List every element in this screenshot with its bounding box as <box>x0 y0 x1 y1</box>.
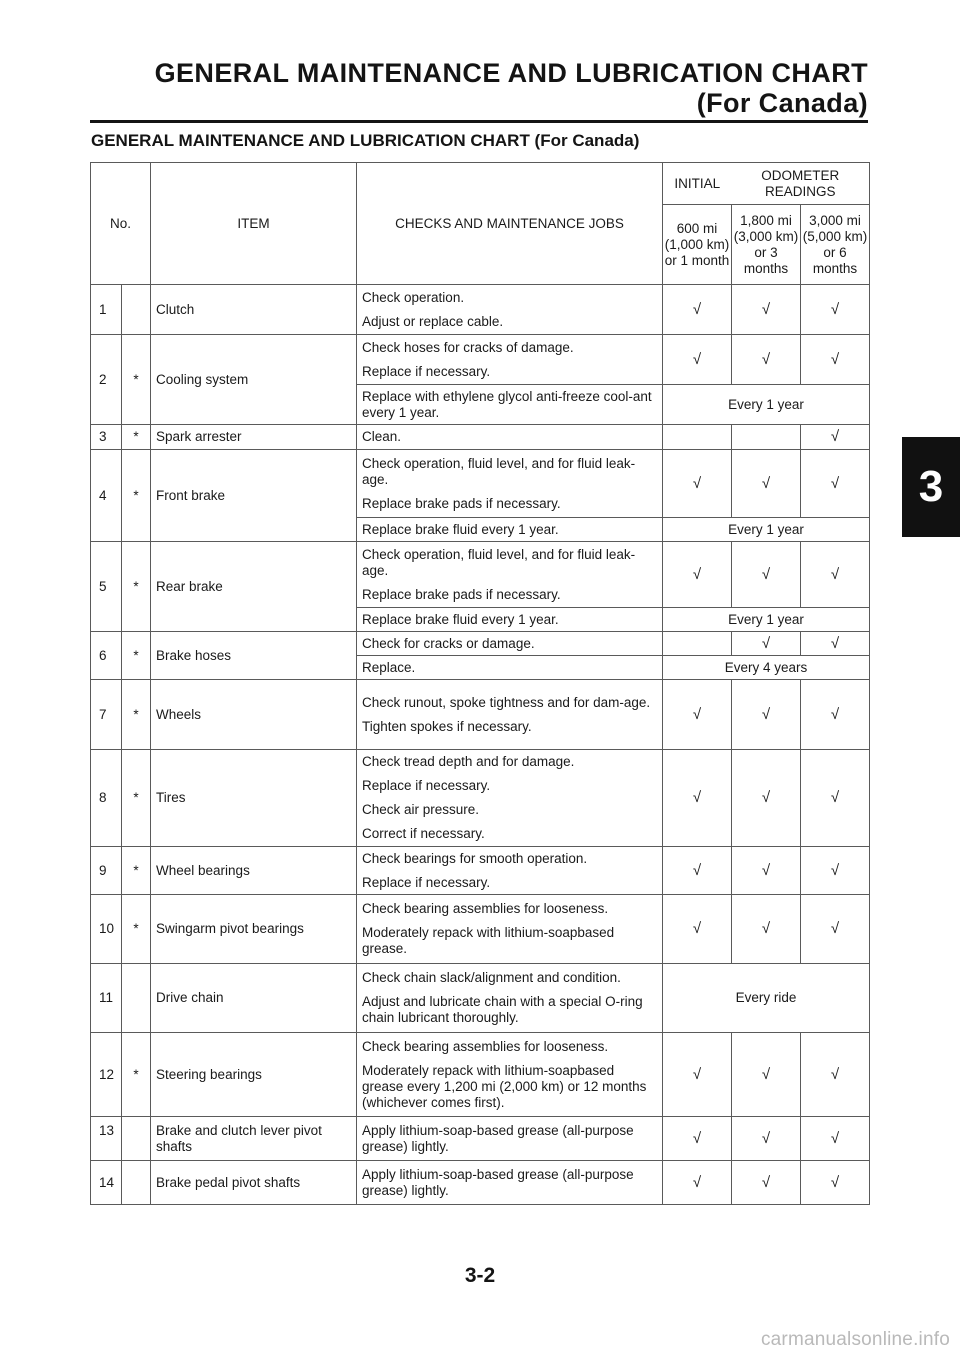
header-col-3000mi: 3,000 mi (5,000 km) or 6 months <box>801 205 870 285</box>
row-jobs <box>357 895 663 964</box>
job-text: Replace if necessary. <box>362 778 491 793</box>
job-text: Check tread depth and for damage. <box>362 754 575 769</box>
check-mark: √ <box>801 335 870 385</box>
row-mark: * <box>122 750 151 847</box>
table-row <box>91 750 870 847</box>
check-mark: √ <box>732 1033 801 1117</box>
header-rule <box>90 120 868 123</box>
row-item: Cooling system <box>151 335 357 425</box>
row-mark: * <box>122 425 151 450</box>
check-mark: √ <box>801 632 870 656</box>
check-mark: √ <box>732 542 801 608</box>
job-text: Check bearing assemblies for looseness. <box>362 1038 609 1054</box>
row-item: Rear brake <box>151 542 357 632</box>
job-text: Check air pressure. <box>362 802 480 817</box>
row-mark: * <box>122 1033 151 1117</box>
job-text: Moderately repack with lithium-soapbased grease. <box>362 925 615 956</box>
row-item: Brake pedal pivot shafts <box>151 1161 357 1205</box>
row-number-text: 13 <box>99 1122 115 1138</box>
check-mark: √ <box>801 1033 870 1117</box>
check-mark: √ <box>801 285 870 335</box>
row-mark: * <box>122 632 151 680</box>
job-text: Replace if necessary. <box>362 363 491 379</box>
table-row <box>91 1033 870 1117</box>
check-mark: √ <box>732 335 801 385</box>
check-mark: √ <box>663 1033 732 1117</box>
table-row <box>91 632 870 656</box>
empty-cell <box>663 632 732 656</box>
check-mark: √ <box>732 285 801 335</box>
row-jobs <box>357 385 663 425</box>
row-mark <box>122 1117 151 1161</box>
row-mark: * <box>122 542 151 632</box>
job-text: Replace. <box>362 659 416 675</box>
row-item: Brake hoses <box>151 632 357 680</box>
check-mark: √ <box>663 1161 732 1205</box>
row-mark <box>122 285 151 335</box>
row-mark: * <box>122 847 151 895</box>
row-number: 11 <box>91 964 122 1033</box>
row-number: 2 <box>91 335 122 425</box>
job-text: Clean. <box>362 429 402 444</box>
row-mark: * <box>122 895 151 964</box>
check-mark: √ <box>801 1117 870 1161</box>
check-mark: √ <box>732 895 801 964</box>
interval-text: Every 1 year <box>663 518 870 542</box>
job-text: Adjust or replace cable. <box>362 313 504 329</box>
row-mark <box>122 1161 151 1205</box>
check-mark: √ <box>663 335 732 385</box>
row-jobs <box>357 1117 663 1161</box>
page-number: 3-2 <box>464 1264 496 1287</box>
header-col-600mi: 600 mi (1,000 km) or 1 month <box>663 205 732 285</box>
check-mark: √ <box>663 750 732 847</box>
interval-text: Every ride <box>663 964 870 1033</box>
row-jobs <box>357 425 663 450</box>
row-jobs <box>357 964 663 1033</box>
chapter-header-subtitle: (For Canada) <box>696 88 868 118</box>
row-number: 8 <box>91 750 122 847</box>
row-item: Drive chain <box>151 964 357 1033</box>
table-row <box>91 895 870 964</box>
row-jobs <box>357 632 663 656</box>
check-mark: √ <box>801 450 870 518</box>
check-mark: √ <box>663 847 732 895</box>
row-item: Wheels <box>151 680 357 750</box>
table-row <box>91 1117 870 1161</box>
empty-cell <box>663 425 732 450</box>
job-text: Apply lithium-soap-based grease (all-purpose grease) lightly. <box>362 1122 634 1154</box>
job-text: Tighten spokes if necessary. <box>362 718 532 734</box>
interval-text: Every 1 year <box>663 385 870 425</box>
job-text: Correct if necessary. <box>362 826 485 841</box>
table-row <box>91 964 870 1033</box>
job-text: Replace brake pads if necessary. <box>362 495 561 511</box>
empty-cell <box>732 425 801 450</box>
row-jobs <box>357 1161 663 1205</box>
section-title: GENERAL MAINTENANCE AND LUBRICATION CHART (For Canada) <box>91 131 640 150</box>
header-initial: INITIAL <box>663 163 732 205</box>
row-number: 3 <box>91 425 122 450</box>
table-row <box>91 450 870 518</box>
row-jobs <box>357 847 663 895</box>
row-number <box>91 1117 122 1161</box>
chapter-tab: 3 <box>902 437 960 537</box>
job-text: Replace brake pads if necessary. <box>362 586 561 602</box>
check-mark: √ <box>663 285 732 335</box>
table-row <box>91 425 870 450</box>
row-number: 4 <box>91 450 122 542</box>
row-jobs <box>357 656 663 680</box>
row-number: 9 <box>91 847 122 895</box>
check-mark: √ <box>732 847 801 895</box>
job-text: Check operation, fluid level, and for fluid leak-age. <box>362 455 636 487</box>
job-text: Check operation. <box>362 289 465 305</box>
check-mark: √ <box>801 750 870 847</box>
row-jobs <box>357 608 663 632</box>
maintenance-chart <box>90 162 870 1205</box>
job-text: Replace if necessary. <box>362 874 491 890</box>
check-mark: √ <box>663 542 732 608</box>
check-mark: √ <box>663 680 732 750</box>
job-text: Adjust and lubricate chain with a special O-ring chain lubricant thoroughly. <box>362 994 643 1025</box>
row-item: Tires <box>151 750 357 847</box>
job-text: Apply lithium-soap-based grease (all-purpose grease) lightly. <box>362 1166 634 1198</box>
job-text: Check bearings for smooth operation. <box>362 850 588 866</box>
row-item: Swingarm pivot bearings <box>151 895 357 964</box>
job-text: Moderately repack with lithium-soapbased grease every 1,200 mi (2,000 km) or 12 months (whichever comes first). <box>362 1062 647 1110</box>
job-text: Replace with ethylene glycol anti-freeze cool-ant every 1 year. <box>362 388 652 420</box>
check-mark: √ <box>801 680 870 750</box>
check-mark: √ <box>663 895 732 964</box>
check-mark: √ <box>801 895 870 964</box>
check-mark: √ <box>732 680 801 750</box>
row-jobs <box>357 285 663 335</box>
table-row <box>91 1161 870 1205</box>
row-mark <box>122 964 151 1033</box>
check-mark: √ <box>801 847 870 895</box>
check-mark: √ <box>663 450 732 518</box>
row-mark: * <box>122 335 151 425</box>
header-no: No. <box>91 163 151 285</box>
check-mark: √ <box>801 1161 870 1205</box>
check-mark: √ <box>732 750 801 847</box>
interval-text: Every 4 years <box>663 656 870 680</box>
row-jobs <box>357 518 663 542</box>
header-item: ITEM <box>151 163 357 285</box>
table-row <box>91 847 870 895</box>
row-jobs <box>357 680 663 750</box>
row-item: Wheel bearings <box>151 847 357 895</box>
row-number: 1 <box>91 285 122 335</box>
row-number: 7 <box>91 680 122 750</box>
row-jobs <box>357 1033 663 1117</box>
chapter-header-title: GENERAL MAINTENANCE AND LUBRICATION CHART <box>154 58 868 88</box>
check-mark: √ <box>732 632 801 656</box>
row-jobs <box>357 335 663 385</box>
row-number: 5 <box>91 542 122 632</box>
check-mark: √ <box>801 425 870 450</box>
row-number: 14 <box>91 1161 122 1205</box>
row-jobs <box>357 542 663 608</box>
check-mark: √ <box>732 1117 801 1161</box>
watermark: carmanualsonline.info <box>760 1329 950 1350</box>
row-number: 6 <box>91 632 122 680</box>
row-mark: * <box>122 680 151 750</box>
job-text: Check operation, fluid level, and for fluid leak-age. <box>362 546 636 578</box>
table-row <box>91 285 870 335</box>
job-text: Check hoses for cracks of damage. <box>362 339 574 355</box>
header-odometer: ODOMETER READINGS <box>732 163 870 205</box>
header-row <box>91 163 870 205</box>
check-mark: √ <box>663 1117 732 1161</box>
job-text: Replace brake fluid every 1 year. <box>362 521 559 537</box>
row-number: 12 <box>91 1033 122 1117</box>
job-text: Check bearing assemblies for looseness. <box>362 901 609 916</box>
row-item: Spark arrester <box>151 425 357 450</box>
table-row <box>91 335 870 385</box>
job-text: Check for cracks or damage. <box>362 635 535 651</box>
row-item: Clutch <box>151 285 357 335</box>
row-jobs <box>357 750 663 847</box>
check-mark: √ <box>801 542 870 608</box>
check-mark: √ <box>732 1161 801 1205</box>
job-text: Check chain slack/alignment and condition. <box>362 970 621 985</box>
row-number: 10 <box>91 895 122 964</box>
job-text: Check runout, spoke tightness and for dam-age. <box>362 694 651 710</box>
row-mark: * <box>122 450 151 542</box>
check-mark: √ <box>732 450 801 518</box>
row-jobs <box>357 450 663 518</box>
table-row <box>91 680 870 750</box>
header-checks: CHECKS AND MAINTENANCE JOBS <box>357 163 663 285</box>
row-item: Front brake <box>151 450 357 542</box>
header-col-1800mi: 1,800 mi (3,000 km) or 3 months <box>732 205 801 285</box>
row-item: Brake and clutch lever pivot shafts <box>151 1117 357 1161</box>
interval-text: Every 1 year <box>663 608 870 632</box>
row-item: Steering bearings <box>151 1033 357 1117</box>
table-row <box>91 542 870 608</box>
job-text: Replace brake fluid every 1 year. <box>362 611 559 627</box>
